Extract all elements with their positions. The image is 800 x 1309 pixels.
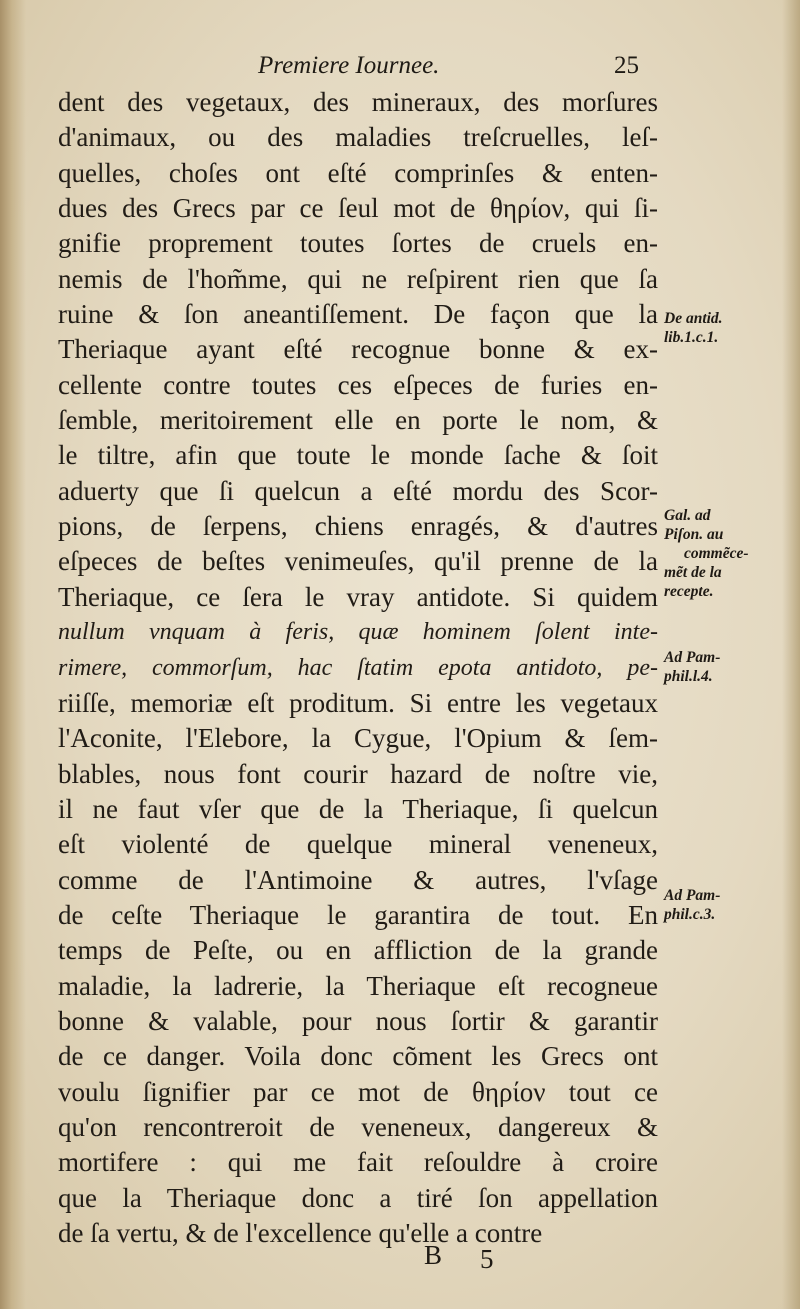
text-line: ſemble, meritoirement elle en porte le nom, & xyxy=(58,405,658,436)
text-line: l'Aconite, l'Elebore, la Cygue, l'Opium & ſem- xyxy=(58,723,658,754)
text-line: riiſſe, memoriæ eſt proditum. Si entre les vegetaux xyxy=(58,687,658,718)
signature-letter: B xyxy=(424,1240,443,1270)
marginal-note-ad-pamphil-l4 xyxy=(664,648,720,686)
marginal-note-line: recepte. xyxy=(664,583,714,600)
marginal-note-gal-ad-pison xyxy=(664,506,749,601)
text-line: d'animaux, ou des maladies treſcruelles, leſ- xyxy=(58,122,658,153)
page-edge-shadow xyxy=(782,0,800,1309)
text-line: bonne & valable, pour nous ſortir & garantir xyxy=(58,1005,658,1036)
marginal-note-ad-pamphil-c3 xyxy=(664,886,720,924)
latin-text-line: rimere, commorſum, hac ſtatim epota antidoto, pe- xyxy=(58,654,658,681)
text-line: de ce danger. Voila donc cõment les Grecs ont xyxy=(58,1041,658,1072)
text-line: maladie, la ladrerie, la Theriaque eſt recogneue xyxy=(58,970,658,1001)
marginal-note-line: Ad Pam- xyxy=(664,887,721,904)
text-line: ruine & ſon aneantiſſement. De façon que la xyxy=(58,299,658,330)
text-line: mortifere : qui me fait reſouldre à croire xyxy=(58,1147,658,1178)
text-line: aduerty que ſi quelcun a eſté mordu des Scor- xyxy=(58,475,658,506)
text-line: de ceſte Theriaque le garantira de tout. En xyxy=(58,899,658,930)
text-line: eſt violenté de quelque mineral veneneux, xyxy=(58,829,658,860)
body-text xyxy=(58,85,658,1251)
text-line: dent des vegetaux, des mineraux, des morſures xyxy=(58,87,658,117)
page-header xyxy=(60,52,660,88)
text-line: que la Theriaque donc a tiré ſon appellation xyxy=(58,1182,658,1213)
marginal-note-line: phil.l.4. xyxy=(664,668,713,685)
marginal-note-de-antid xyxy=(664,309,723,347)
signature-mark xyxy=(60,1240,660,1274)
signature-number: 5 xyxy=(480,1244,494,1274)
marginal-note-line: lib.1.c.1. xyxy=(664,329,719,346)
marginal-note-line: phil.c.3. xyxy=(664,906,716,923)
text-line: quelles, choſes ont eſté comprinſes & enten- xyxy=(58,157,658,188)
page-number: 25 xyxy=(614,52,639,79)
marginal-note-line: Gal. ad xyxy=(664,507,711,524)
marginal-note-line: De antid. xyxy=(664,310,723,327)
marginal-note-line: Ad Pam- xyxy=(664,649,721,666)
text-line: Theriaque ayant eſté recognue bonne & ex- xyxy=(58,334,658,365)
text-line: voulu ſignifier par ce mot de θηρίον tout ce xyxy=(58,1076,658,1107)
text-line: Theriaque, ce ſera le vray antidote. Si quidem xyxy=(58,581,658,612)
running-head: Premiere Iournee. xyxy=(258,52,440,79)
marginal-note-line: Piſon. au xyxy=(664,526,724,543)
text-line: de ſa vertu, & de l'excellence qu'elle a contre xyxy=(58,1218,543,1248)
text-line: nemis de l'hom̃me, qui ne reſpirent rien que ſa xyxy=(58,263,658,294)
text-line: comme de l'Antimoine & autres, l'vſage xyxy=(58,864,658,895)
latin-text-line: nullum vnquam à feris, quæ hominem ſolent inte- xyxy=(58,619,658,646)
text-line: il ne faut vſer que de la Theriaque, ſi quelcun xyxy=(58,793,658,824)
text-line: eſpeces de beſtes venimeuſes, qu'il prenne de la xyxy=(58,546,658,577)
text-line: blables, nous font courir hazard de noſtre vie, xyxy=(58,758,658,789)
page-gutter-shadow xyxy=(0,0,26,1309)
text-line: gnifie proprement toutes ſortes de cruels en- xyxy=(58,228,658,259)
text-line: pions, de ſerpens, chiens enragés, & d'autres xyxy=(58,511,658,542)
text-line: cellente contre toutes ces eſpeces de furies en- xyxy=(58,369,658,400)
text-line: dues des Grecs par ce ſeul mot de θηρίον, qui ſi- xyxy=(58,193,658,224)
marginal-note-line: mẽt de la xyxy=(664,564,722,581)
text-line: qu'on rencontreroit de veneneux, dangereux & xyxy=(58,1111,658,1142)
marginal-note-line: commẽce- xyxy=(684,545,749,562)
text-line: le tiltre, afin que toute le monde ſache & ſoit xyxy=(58,440,658,471)
text-line: temps de Peſte, ou en affliction de la grande xyxy=(58,935,658,966)
